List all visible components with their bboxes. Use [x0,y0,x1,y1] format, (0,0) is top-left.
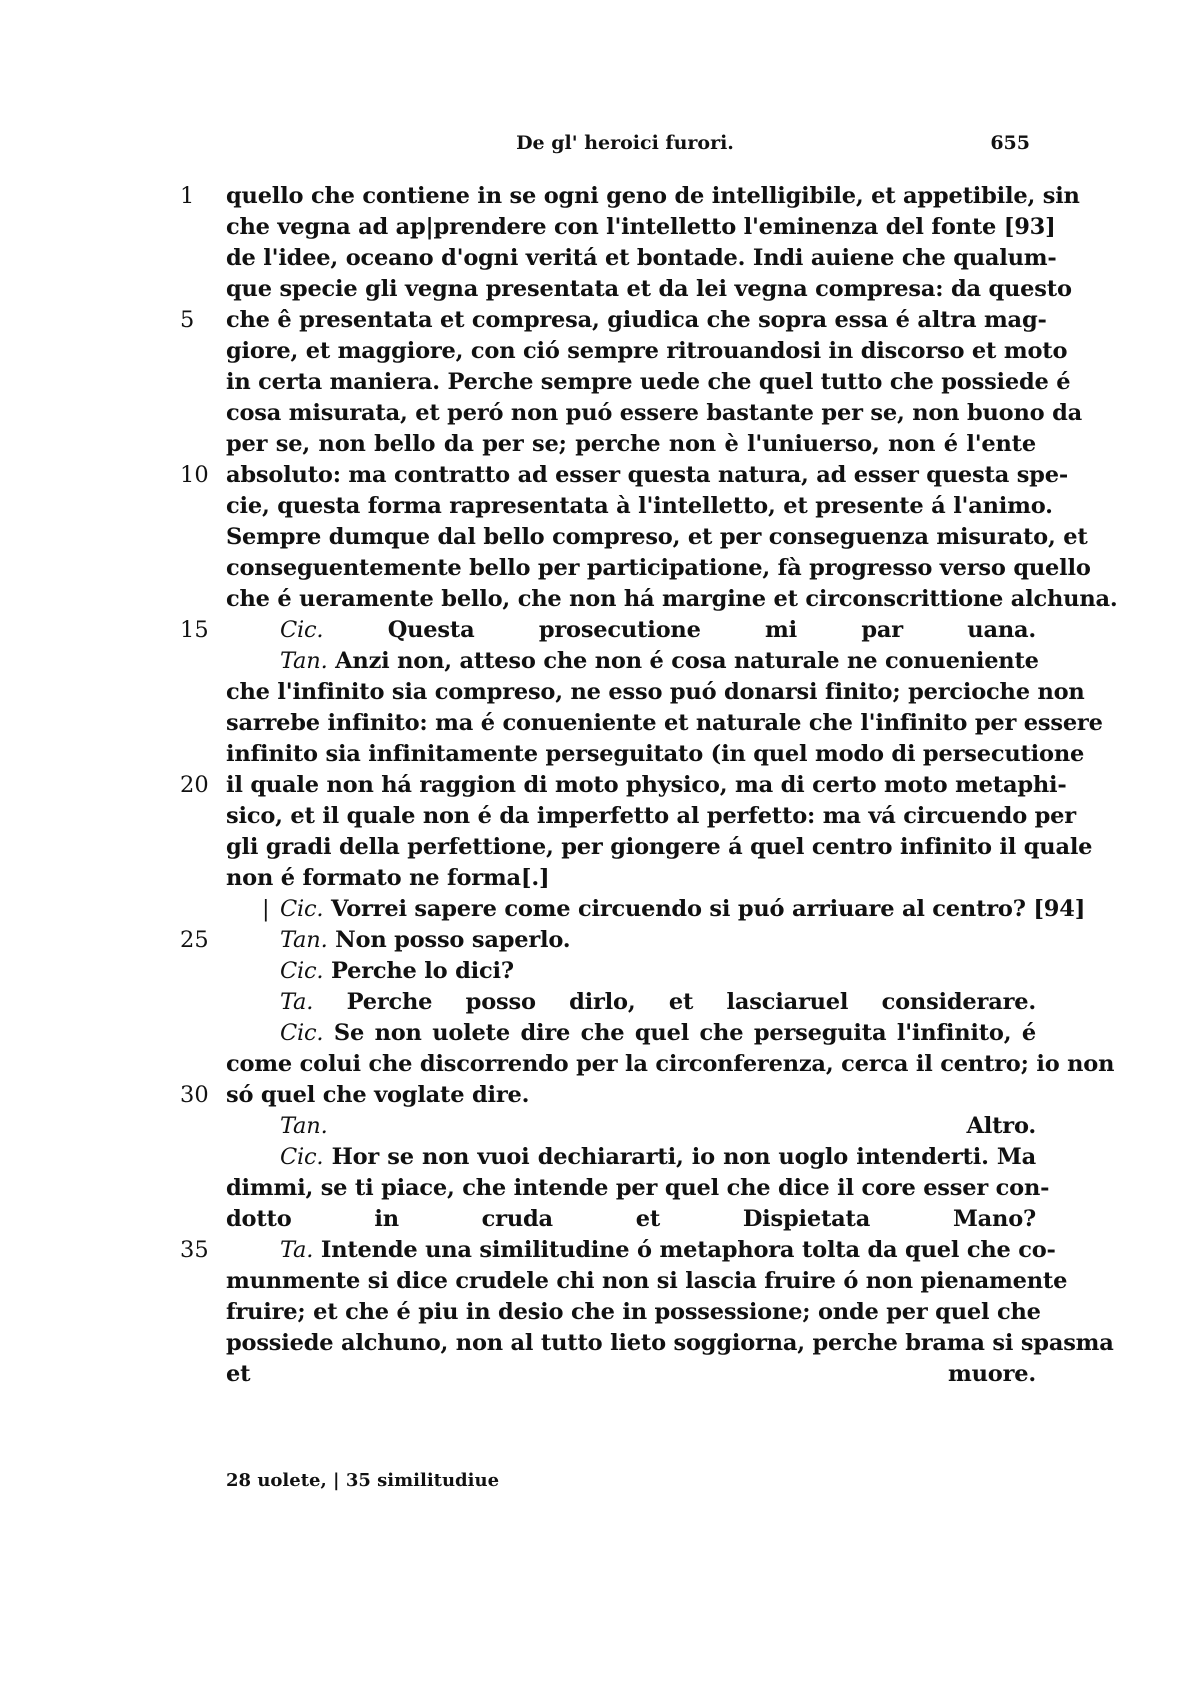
line-content: Se non uolete dire che quel che perseguita l'infinito, é [333,1020,1036,1046]
line-text [280,1018,1036,1049]
line-text [226,739,1085,770]
text-line [0,739,1203,770]
text-line [0,1080,1203,1111]
line-text [226,584,1118,615]
speaker-label: Cic. [280,1020,324,1046]
line-content: giore, et maggiore, con ció sempre ritrouandosi in discorso et moto [226,338,1068,364]
line-text [226,1328,1114,1359]
line-text [226,398,1082,429]
text-line [0,460,1203,491]
text-line [0,1359,1203,1390]
line-text [280,1235,1056,1266]
line-number: 5 [180,307,195,333]
text-line [0,1266,1203,1297]
line-text [226,832,1093,863]
body-text [0,181,1203,1390]
line-text [226,1080,1036,1111]
line-content: come colui che discorrendo per la circonferenza, cerca il centro; io non [226,1051,1115,1077]
line-content: possiede alchuno, non al tutto lieto soggiorna, perche brama si spasma [226,1330,1114,1356]
text-line [0,894,1203,925]
text-line [0,1049,1203,1080]
speaker-label: Tan. [280,927,328,953]
text-line [0,243,1203,274]
line-content: gli gradi della perfettione, per giongere á quel centro infinito il quale [226,834,1093,860]
speaker-label: Cic. [280,896,324,922]
line-text [226,1297,1041,1328]
speaker-label: Tan. [280,648,328,674]
text-line [0,1142,1203,1173]
line-text [226,1204,1036,1235]
line-number: 30 [180,1082,209,1108]
line-text [226,801,1076,832]
page-break-marker: | [262,896,270,922]
line-text [226,708,1103,739]
line-text [280,925,1036,956]
line-content: che vegna ad ap|prendere con l'intelletto l'eminenza del fonte [93] [226,214,1056,240]
text-line [0,398,1203,429]
line-content: che é ueramente bello, che non há margine et circonscrittione alchuna. [226,586,1118,612]
line-text [226,1266,1068,1297]
line-text [226,429,1036,460]
line-text [226,553,1091,584]
text-line [0,522,1203,553]
line-content: fruire; et che é piu in desio che in possessione; onde per quel che [226,1299,1041,1325]
line-content: Altro. [966,1113,1036,1139]
line-content: et muore. [226,1361,1036,1387]
speaker-label: Cic. [280,617,324,643]
line-content: que specie gli vegna presentata et da lei vegna compresa: da questo [226,276,1072,302]
text-line [0,832,1203,863]
line-content: Anzi non, atteso che non é cosa naturale ne conueniente [335,648,1039,674]
text-line [0,708,1203,739]
running-head [220,128,1030,160]
line-text [226,491,1053,522]
text-line [0,491,1203,522]
line-text [226,181,1080,212]
line-text [226,243,1057,274]
line-text [280,956,1036,987]
text-line [0,956,1203,987]
speaker-label: Cic. [280,1144,324,1170]
line-text [226,305,1047,336]
text-line [0,1235,1203,1266]
line-content: Perche posso dirlo, et lasciaruel considerare. [346,989,1036,1015]
text-line [0,1018,1203,1049]
line-text [226,522,1088,553]
line-content: cie, questa forma rapresentata à l'intelletto, et presente á l'animo. [226,493,1053,519]
text-line [0,274,1203,305]
line-content: per se, non bello da per se; perche non è l'uniuerso, non é l'ente [226,431,1036,457]
text-line [0,646,1203,677]
text-line [0,1173,1203,1204]
line-text [280,615,1036,646]
line-text [280,894,1086,925]
text-line [0,212,1203,243]
text-line [0,429,1203,460]
line-number: 35 [180,1237,209,1263]
line-text [280,1111,1036,1142]
text-line [0,305,1203,336]
speaker-label: Tan. [280,1113,328,1139]
text-line [0,1111,1203,1142]
line-content: só quel che voglate dire. [226,1082,530,1108]
speaker-label: Ta. [280,1237,314,1263]
line-content: Perche lo dici? [331,958,514,984]
text-line [0,1204,1203,1235]
line-number: 25 [180,927,209,953]
line-content: in certa maniera. Perche sempre uede che quel tutto che possiede é [226,369,1071,395]
line-text [226,367,1071,398]
line-content: Non posso saperlo. [335,927,571,953]
line-number: 15 [180,617,209,643]
text-line [0,181,1203,212]
line-content: conseguentemente bello per participatione, fà progresso verso quello [226,555,1091,581]
line-text [226,770,1067,801]
line-content: Sempre dumque dal bello compreso, et per conseguenza misurato, et [226,524,1088,550]
text-line [0,1297,1203,1328]
line-text [226,460,1068,491]
text-line [0,336,1203,367]
text-line [0,987,1203,1018]
line-text [226,1173,1050,1204]
line-content: sarrebe infinito: ma é conueniente et naturale che l'infinito per essere [226,710,1103,736]
line-content: dotto in cruda et Dispietata Mano? [226,1206,1036,1232]
line-content: absoluto: ma contratto ad esser questa natura, ad esser questa spe- [226,462,1068,488]
line-content: munmente si dice crudele chi non si lascia fruire ó non pienamente [226,1268,1068,1294]
line-content: Questa prosecutione mi par uana. [387,617,1036,643]
line-content: che ê presentata et compresa, giudica che sopra essa é altra mag- [226,307,1047,333]
line-number: 20 [180,772,209,798]
line-number: 1 [180,183,195,209]
page-number: 655 [990,132,1030,154]
running-title: De gl' heroici furori. [516,132,734,154]
line-text [226,1049,1115,1080]
line-text [226,212,1056,243]
text-line [0,553,1203,584]
text-line [0,367,1203,398]
line-content: infinito sia infinitamente perseguitato (in quel modo di persecutione [226,741,1085,767]
line-content: quello che contiene in se ogni geno de intelligibile, et appetibile, sin [226,183,1080,209]
text-line [0,770,1203,801]
line-content: de l'idee, oceano d'ogni veritá et bontade. Indi auiene che qualum- [226,245,1057,271]
line-text [226,1359,1036,1390]
line-number: 10 [180,462,209,488]
line-content: Vorrei sapere come circuendo si puó arriuare al centro? [94] [331,896,1086,922]
line-text [226,677,1085,708]
line-text [280,646,1039,677]
text-line [0,863,1203,894]
line-content: Hor se non vuoi dechiararti, io non uoglo intenderti. Ma [331,1144,1036,1170]
text-line [0,1328,1203,1359]
line-content: il quale non há raggion di moto physico, ma di certo moto metaphi- [226,772,1067,798]
line-text [226,274,1072,305]
speaker-label: Ta. [280,989,314,1015]
line-content: sico, et il quale non é da imperfetto al perfetto: ma vá circuendo per [226,803,1076,829]
line-content: non é formato ne forma[.] [226,865,550,891]
line-content: dimmi, se ti piace, che intende per quel che dice il core esser con- [226,1175,1050,1201]
text-line [0,801,1203,832]
line-content: che l'infinito sia compreso, ne esso puó donarsi finito; percioche non [226,679,1085,705]
text-line [0,615,1203,646]
line-content: cosa misurata, et peró non puó essere bastante per se, non buono da [226,400,1082,426]
text-line [0,677,1203,708]
line-content: Intende una similitudine ó metaphora tolta da quel che co- [320,1237,1056,1263]
text-line [0,584,1203,615]
line-text [226,336,1068,367]
speaker-label: Cic. [280,958,324,984]
line-text [280,1142,1036,1173]
line-text [226,863,1036,894]
text-line [0,925,1203,956]
critical-apparatus: 28 uolete, | 35 similitudiue [226,1470,500,1491]
line-text [280,987,1036,1018]
